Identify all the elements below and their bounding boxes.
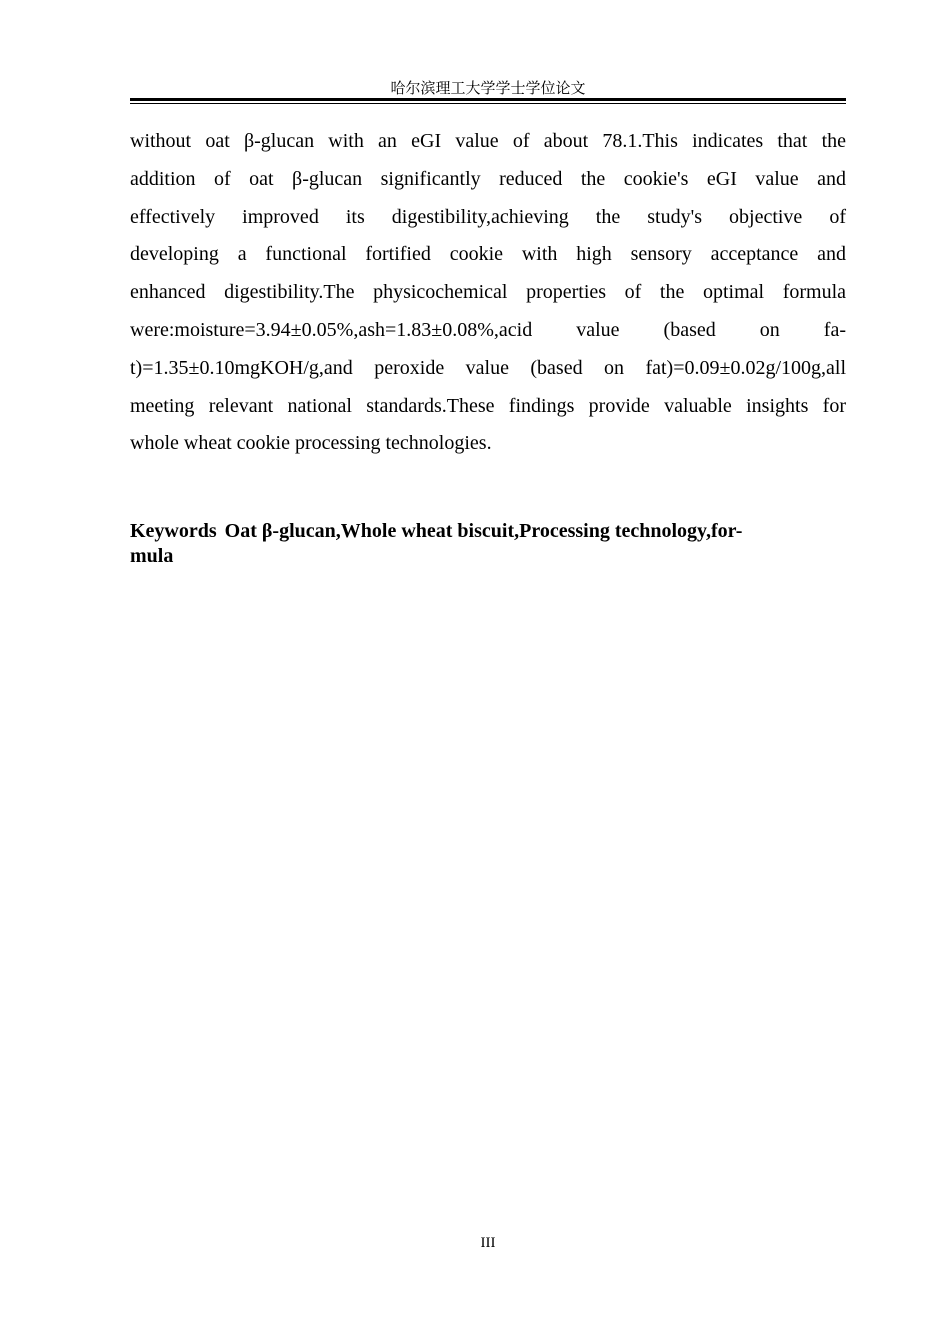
header-rule-thick <box>130 98 846 101</box>
keywords-label: Keywords <box>130 520 217 542</box>
keywords-text: Oat β-glucan,Whole wheat biscuit,Processing technology,for- <box>224 520 743 542</box>
abstract-line: enhanced digestibility.The physicochemical properties of the optimal formula <box>130 281 846 304</box>
keywords-section <box>130 519 820 569</box>
abstract-line: without oat β-glucan with an eGI value of about 78.1.This indicates that the <box>130 130 846 152</box>
keywords-line-2: mula <box>130 545 174 567</box>
abstract-line: t)=1.35±0.10mgKOH/g,and peroxide value (based on fat)=0.09±0.02g/100g,all <box>130 356 846 379</box>
header-rule-thin <box>130 103 846 104</box>
abstract-line: addition of oat β-glucan significantly reduced the cookie's eGI value and <box>130 167 846 190</box>
keywords-line-1 <box>130 519 820 544</box>
page-header-title: 哈尔滨理工大学学士学位论文 <box>390 79 586 97</box>
abstract-line: meeting relevant national standards.These findings provide valuable insights for <box>130 394 846 417</box>
abstract-line: effectively improved its digestibility,achieving the study's objective of <box>130 205 846 228</box>
abstract-line: developing a functional fortified cookie with high sensory acceptance and <box>130 243 846 266</box>
abstract-line: whole wheat cookie processing technologies. <box>130 432 492 455</box>
abstract-body-text <box>130 123 846 463</box>
abstract-line: were:moisture=3.94±0.05%,ash=1.83±0.08%,acid value (based on fa- <box>130 318 846 341</box>
page-number: III <box>480 1235 496 1251</box>
